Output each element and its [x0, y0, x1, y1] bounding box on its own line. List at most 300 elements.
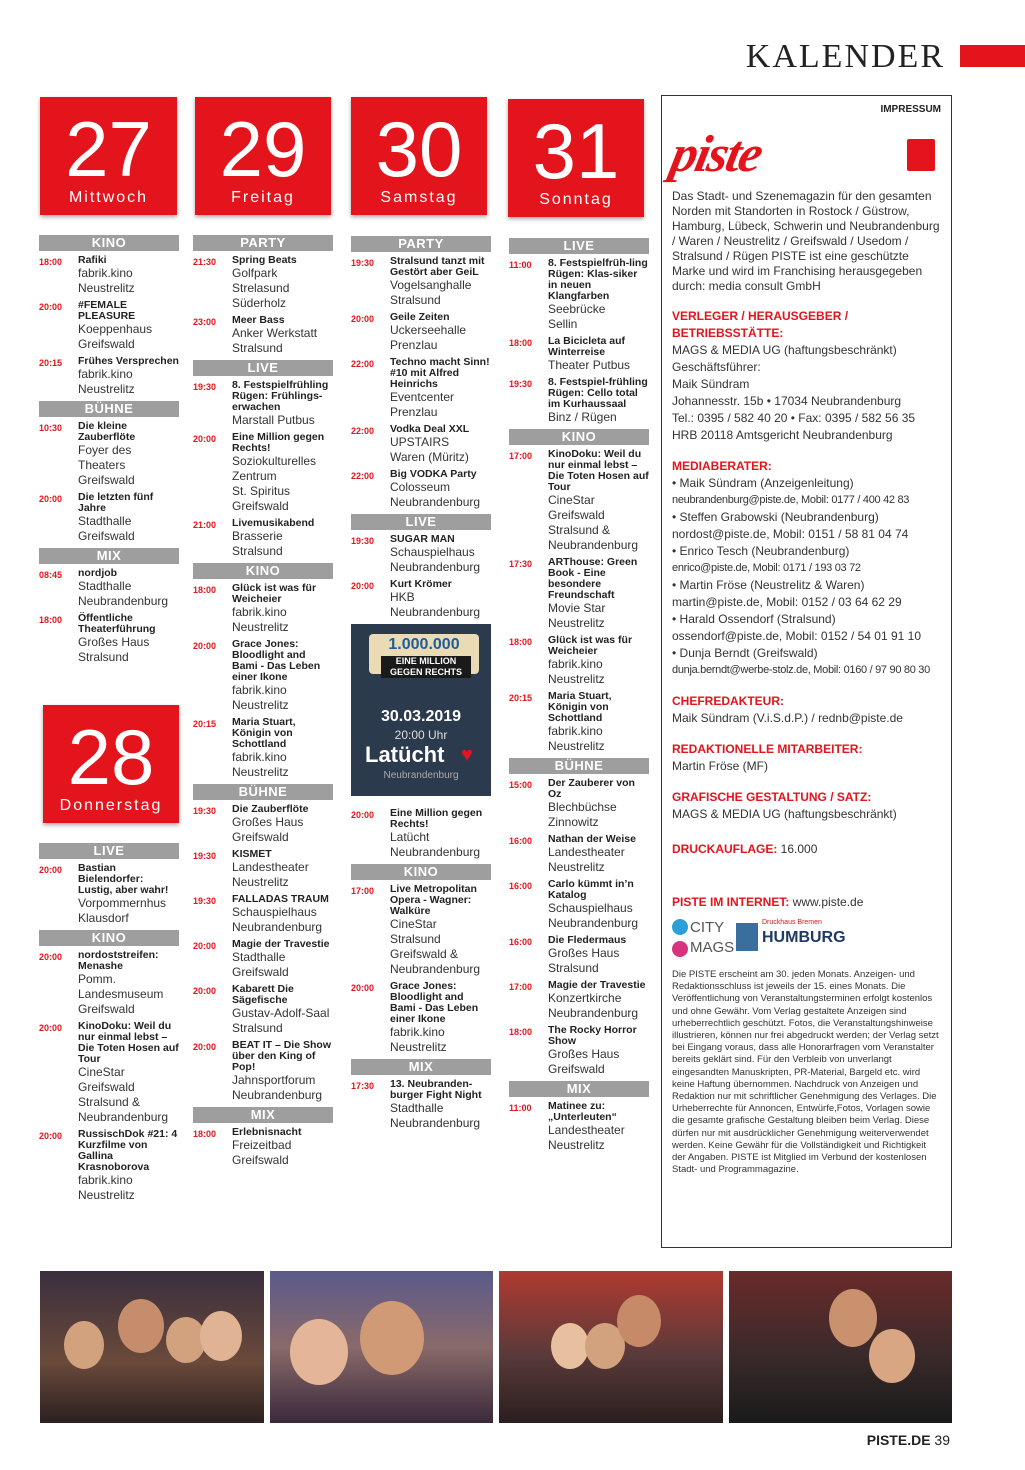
event-time: 20:00 [351, 810, 375, 820]
event [509, 778, 649, 830]
section-header: KINO [39, 235, 179, 251]
face [360, 1301, 424, 1375]
contact-line: neubrandenburg@piste.de, Mobil: 0177 / 400 42 83 [672, 494, 910, 506]
event-title: Glück ist was für Weicheier [232, 582, 317, 605]
event [193, 717, 333, 780]
event [509, 258, 649, 332]
humburg-subtitle: Druckhaus Bremen [762, 919, 822, 926]
event-city: Greifswald [232, 1153, 289, 1167]
event [509, 980, 649, 1021]
section-header: LIVE [193, 360, 333, 376]
event-time: 11:00 [509, 1103, 532, 1113]
event [39, 300, 179, 352]
event-city: Stralsund [390, 293, 441, 307]
event-title: nordoststreifen: Menashe [78, 949, 159, 972]
event-city: Neustrelitz [78, 1188, 135, 1202]
party-photo [270, 1271, 494, 1423]
event-time: 20:00 [39, 494, 63, 504]
event-title: Stralsund tanzt mit Gestört aber GeiL [390, 255, 485, 278]
event-city: Süderholz [232, 296, 287, 310]
event [351, 469, 491, 510]
piste-logo-text: piste [666, 126, 767, 183]
event [193, 939, 333, 980]
event-time: 20:00 [193, 986, 217, 996]
event-time: 20:00 [351, 983, 375, 993]
event-venue: Pomm. [78, 972, 117, 986]
event-city: Neubrandenburg [390, 1116, 481, 1130]
event-time: 17:00 [351, 886, 375, 896]
event-city: Stralsund [548, 961, 599, 975]
event-city: Greifswald [232, 965, 289, 979]
column-31 [509, 236, 649, 1157]
event-title: Maria Stuart, Königin von Schottland [232, 716, 296, 750]
event-title: Techno macht Sinn! #10 mit Alfred Heinrichs [390, 356, 490, 390]
event-city: Neustrelitz [548, 672, 605, 686]
event-venue: Großes Haus [232, 815, 304, 829]
event-title: Carlo kümmt in’n Katalog [548, 878, 634, 901]
event-venue: Stadthalle [390, 1101, 444, 1115]
section-header: BÜHNE [39, 401, 179, 417]
internet [672, 894, 941, 911]
event-venue: fabrik.kino [232, 683, 287, 697]
event-venue: Soziokulturelles [232, 454, 317, 468]
section-header: KINO [351, 864, 491, 880]
section-header: PARTY [193, 235, 333, 251]
event-time: 17:00 [509, 451, 533, 461]
event-venue: Eventcenter [390, 390, 455, 404]
section-header: LIVE [39, 843, 179, 859]
date-box-29 [195, 97, 331, 215]
event-city: Neubrandenburg [390, 560, 481, 574]
face [118, 1299, 164, 1353]
event-time: 20:00 [39, 952, 63, 962]
event-title: KISMET [232, 848, 272, 860]
event-city: Greifswald [78, 473, 135, 487]
event-venue: Großes Haus [548, 1047, 620, 1061]
event-venue: Stadthalle [78, 514, 132, 528]
event-time: 19:30 [351, 258, 375, 268]
event-venue: Schauspielhaus [232, 905, 317, 919]
circle-icon [672, 941, 688, 957]
event-venue: Vogelsanghalle [390, 278, 472, 292]
event [39, 1021, 179, 1125]
event-time: 20:00 [39, 302, 63, 312]
face [551, 1323, 589, 1369]
event-title: KinoDoku: Weil du nur einmal lebst – Die Toten Hosen auf Tour [78, 1020, 179, 1065]
poster-city: Neubrandenburg [383, 770, 459, 781]
contact-line: • Steffen Grabowski (Neubrandenburg) [672, 510, 879, 524]
humburg-logo [736, 917, 846, 961]
event [509, 557, 649, 631]
date-weekday: Mittwoch [68, 189, 149, 206]
page-number: 39 [934, 1432, 950, 1448]
event-venue: Anker Werkstatt [232, 326, 318, 340]
event [193, 583, 333, 635]
event-city: Greifswald [78, 529, 135, 543]
date-box-27 [40, 97, 177, 215]
event-venue: Koeppenhaus [78, 322, 153, 336]
event-city: Sellin [548, 317, 578, 331]
event-time: 23:00 [193, 317, 217, 327]
event [193, 518, 333, 559]
event-venue: fabrik.kino [78, 266, 133, 280]
face [829, 1289, 877, 1347]
event-title: SUGAR MAN [390, 533, 455, 545]
partner-logos [672, 917, 941, 961]
event-venue: Seebrücke [548, 302, 606, 316]
event-time: 18:00 [39, 257, 63, 267]
event-time: 19:30 [509, 379, 533, 389]
event-venue: fabrik.kino [548, 724, 603, 738]
section-header: MIX [193, 1107, 333, 1123]
face [200, 1311, 242, 1361]
event-venue: Landestheater [232, 860, 309, 874]
event-city: Neubrandenburg [390, 495, 481, 509]
event [351, 808, 491, 860]
event-city: Neubrandenburg [390, 845, 481, 859]
event-title: RussischDok #21: 4 Kurzfilme von Gallina Krasnoborova [78, 1128, 178, 1173]
event [351, 1079, 491, 1131]
event-title: 13. Neubranden-burger Fight Night [390, 1078, 482, 1101]
event [193, 315, 333, 356]
event-venue: Konzertkirche [548, 991, 622, 1005]
event-city: Neubrandenburg [78, 1110, 169, 1124]
event-city: Neubrandenburg [232, 920, 323, 934]
event [509, 377, 649, 425]
mitarbeiter-line: Martin Fröse (MF) [672, 759, 768, 773]
poster-time: 20:00 Uhr [394, 728, 448, 742]
event-venue: Blechbüchse [548, 800, 617, 814]
event-city: Greifswald [78, 1080, 135, 1094]
druckauflage-value: 16.000 [780, 842, 818, 856]
section-header: KINO [509, 429, 649, 445]
event [509, 449, 649, 553]
event-title: Die Zauberflöte [232, 803, 309, 815]
city-mags-logo [672, 917, 735, 961]
event-title: 8. Festspielfrüh-ling Rügen: Klas-siker in neuen Klangfarben [548, 257, 648, 302]
event-title: Die letzten fünf Jahre [78, 491, 154, 514]
chefredakteur-heading: CHEFREDAKTEUR: [672, 694, 784, 708]
date-weekday: Sonntag [539, 191, 613, 208]
event-venue: Foyer des Theaters [78, 443, 132, 472]
internet-link[interactable]: www.piste.de [792, 895, 864, 909]
section-header: MIX [39, 548, 179, 564]
date-number: 29 [219, 105, 307, 193]
contact-line: martin@piste.de, Mobil: 0152 / 03 64 62 29 [672, 595, 902, 609]
poster-banner: EINE MILLION GEGEN RECHTS [381, 656, 471, 678]
section-header: MIX [351, 1059, 491, 1075]
event [193, 639, 333, 713]
event-title: Vodka Deal XXL [390, 423, 470, 435]
contact-line: • Harald Ossendorf (Stralsund) [672, 612, 836, 626]
event-title: The Rocky Horror Show [548, 1024, 637, 1047]
event-venue: fabrik.kino [78, 367, 133, 381]
event-city: Neustrelitz [548, 1138, 605, 1152]
event-venue: St. Spiritus [232, 484, 291, 498]
event-time: 19:30 [193, 851, 217, 861]
impressum-box [661, 95, 952, 1248]
event-time: 20:00 [39, 865, 63, 875]
event-time: 16:00 [509, 937, 533, 947]
event-time: 15:00 [509, 780, 533, 790]
event-title: Livemusikabend [232, 517, 315, 529]
event-title: Magie der Travestie [548, 979, 646, 991]
event-venue: Gustav-Adolf-Saal [232, 1006, 330, 1020]
event-city: Greifswald [232, 499, 289, 513]
event [39, 950, 179, 1017]
date-number: 28 [67, 713, 155, 801]
event-time: 19:30 [193, 806, 217, 816]
event-title: Bastian Bielendorfer: Lustig, aber wahr! [78, 862, 169, 896]
event-time: 19:30 [193, 896, 217, 906]
event-venue: Binz / Rügen [548, 410, 617, 424]
event [193, 849, 333, 890]
event-city: Stralsund & [78, 1095, 141, 1109]
footer-site: PISTE.DE [866, 1432, 931, 1448]
event-time: 17:00 [509, 982, 533, 992]
event-venue: Theater Putbus [548, 358, 631, 372]
publisher-line: Geschäftsführer: [672, 360, 761, 374]
event [39, 613, 179, 665]
publisher-line: HRB 20118 Amtsgericht Neubrandenburg [672, 428, 893, 442]
event-time: 18:00 [509, 1027, 533, 1037]
event-time: 21:00 [193, 520, 217, 530]
event-title: ARThouse: Green Book - Eine besondere Freundschaft [548, 556, 638, 601]
event-city: Neustrelitz [232, 698, 289, 712]
event-time: 20:15 [509, 693, 533, 703]
druckauflage-label: DRUCKAUFLAGE: [672, 842, 778, 856]
event-title: Spring Beats [232, 254, 297, 266]
event [193, 1040, 333, 1103]
contact-line: enrico@piste.de, Mobil: 0171 / 193 03 72 [672, 562, 861, 574]
event-venue: fabrik.kino [78, 1173, 133, 1187]
event-venue: CineStar [78, 1065, 125, 1079]
dancer-icon [907, 139, 935, 171]
event-venue: Landesmuseum [78, 987, 164, 1001]
event [351, 424, 491, 465]
event [509, 1101, 649, 1153]
legal-text: Die PISTE erscheint am 30. jeden Monats. Anzeigen- und Redaktionsschluss ist jeweils der 15. eines Monats. Die Veröffentlichung von Veranstaltungsterminen erfolgt kostenlos und ohne Gewähr. Vom Verlag gestaltete Anzeigen sind urheberrechtlich geschützt. Fotos, die Veranstaltungshinweise illustrieren, können nur frei abgedruckt werden; der Verlag setzt bei Eingang voraus, dass alle Honorarfragen vom Veranstalter bereits geklärt sind. Für den Verbleib von unverlangt eingesandten Manuskripten, PR-Material, Bargeld etc. wird keine Haftung übernommen. Nachdruck von Anzeigen und Redaktion nur mit schriftlicher Genehmigung des Verlages. Die Urheberrechte für Annoncen, Entwürfe,Fotos, Vorlagen sowie die gesamte grafische Gestaltung bleiben beim Verlag. Diese dürfen nur mit ausdrücklicher Genehmigung weiterverwendet werden. Keine Gewähr für die Vollständigkeit und Richtigkeit der Angaben. PISTE ist Mitglied im Verbund der kostenlosen Stadt- und Programmagazine. [672, 969, 939, 1176]
event-venue: Großes Haus [548, 946, 620, 960]
event [351, 534, 491, 575]
event [509, 1025, 649, 1077]
date-weekday: Donnerstag [59, 797, 163, 814]
event-time: 20:00 [193, 941, 217, 951]
event-venue: Golfpark [232, 266, 278, 280]
column-27 [39, 233, 179, 669]
publisher-line: MAGS & MEDIA UG (haftungsbeschränkt) [672, 343, 897, 357]
event-city: Prenzlau [390, 338, 438, 352]
poster-date: 30.03.2019 [380, 708, 462, 725]
event [509, 834, 649, 875]
event [193, 380, 333, 428]
event-title: Nathan der Weise [548, 833, 636, 845]
party-photo [40, 1271, 264, 1423]
mitarbeiter-heading: REDAKTIONELLE MITARBEITER: [672, 742, 863, 756]
event-time: 20:00 [193, 1042, 217, 1052]
event-venue: Freizeitbad [232, 1138, 292, 1152]
event [193, 894, 333, 935]
event-title: Grace Jones: Bloodlight and Bami - Das Leben einer Ikone [232, 638, 321, 683]
event-time: 11:00 [509, 260, 532, 270]
event-city: Neustrelitz [78, 382, 135, 396]
event-venue: Colosseum [390, 480, 451, 494]
header-accent-bar [960, 45, 1025, 67]
event-city: Neustrelitz [548, 860, 605, 874]
event-venue: CineStar [390, 917, 437, 931]
face [64, 1321, 104, 1369]
druckauflage [672, 841, 941, 858]
section-header: PARTY [351, 236, 491, 252]
event-city: Greifswald [548, 508, 605, 522]
event-venue: HKB [390, 590, 415, 604]
event-time: 20:00 [351, 314, 375, 324]
event-time: 21:30 [193, 257, 217, 267]
poster-venue: Latücht [365, 742, 445, 767]
page-footer [867, 1432, 950, 1448]
party-photo [729, 1271, 953, 1423]
event-title: KinoDoku: Weil du nur einmal lebst – Die Toten Hosen auf Tour [548, 448, 649, 493]
event-title: Maria Stuart, Königin von Schottland [548, 690, 612, 724]
event-venue: fabrik.kino [548, 657, 603, 671]
event-title: Big VODKA Party [390, 468, 477, 480]
event-title: #FEMALE PLEASURE [78, 299, 136, 322]
event [351, 256, 491, 308]
event-time: 20:00 [193, 434, 217, 444]
event-city: Neubrandenburg [390, 605, 481, 619]
event-venue: Strelasund [232, 281, 290, 295]
event-city: Neustrelitz [548, 616, 605, 630]
event-city: Stralsund & [548, 523, 611, 537]
publisher-heading: VERLEGER / HERAUSGEBER / BETRIEBSSTÄTTE: [672, 309, 849, 340]
mags-text: MAGS [690, 939, 735, 956]
event-title: Rafiki [78, 254, 107, 266]
event-title: Erlebnisnacht [232, 1126, 302, 1138]
internet-label: PISTE IM INTERNET: [672, 895, 790, 909]
impressum-label: IMPRESSUM [880, 104, 941, 115]
event-time: 22:00 [351, 426, 375, 436]
event [351, 884, 491, 977]
column-30 [351, 234, 491, 1135]
impressum-intro: Das Stadt- und Szenemagazin für den gesamten Norden mit Standorten in Rostock / Güstrow, Hamburg, Lübeck, Schwerin und Neubrandenburg / Waren / Neustrelitz / Greifswald / Usedom / Stralsund / Rügen PISTE ist eine geschützte Marke und wird im Franchising herausgegeben durch: media consult GmbH [672, 189, 940, 293]
heart-icon: ♥ [461, 744, 473, 766]
section-header: MIX [509, 1081, 649, 1097]
event-city: Neubrandenburg [232, 1088, 323, 1102]
event [193, 255, 333, 311]
piste-logo [666, 126, 941, 185]
event-title: Matinee zu: „Unterleuten“ [548, 1100, 617, 1123]
event-title: Geile Zeiten [390, 311, 450, 323]
event-city: Stralsund [232, 341, 283, 355]
event-title: BEAT IT – Die Show über den King of Pop! [232, 1039, 331, 1073]
contact-line: • Enrico Tesch (Neubrandenburg) [672, 544, 850, 558]
event-city: Neustrelitz [232, 875, 289, 889]
date-weekday: Samstag [380, 189, 458, 206]
event-venue: Zentrum [232, 469, 277, 483]
event-city: Neubrandenburg [548, 538, 639, 552]
date-number: 30 [375, 105, 463, 193]
poster-counter: 1.000.000 [369, 634, 479, 674]
event-time: 16:00 [509, 881, 533, 891]
section-header: KINO [39, 930, 179, 946]
date-box-28 [43, 705, 179, 823]
event-title: nordjob [78, 567, 118, 579]
event [351, 312, 491, 353]
event-city: Neubrandenburg [390, 962, 481, 976]
page-title: KALENDER [745, 38, 945, 75]
date-weekday: Freitag [231, 189, 295, 206]
event-time: 08:45 [39, 570, 63, 580]
event-time: 19:30 [193, 382, 217, 392]
event-city: Neustrelitz [390, 1040, 447, 1054]
event-city: Neustrelitz [78, 281, 135, 295]
event-city: Neustrelitz [232, 620, 289, 634]
face [617, 1295, 661, 1347]
contact-line: dunja.berndt@werbe-stolz.de, Mobil: 0160 / 97 90 80 30 [672, 664, 930, 676]
event-time: 20:00 [39, 1131, 63, 1141]
gestaltung-line: MAGS & MEDIA UG (haftungsbeschränkt) [672, 807, 897, 821]
event [39, 356, 179, 397]
event-venue: fabrik.kino [232, 750, 287, 764]
publisher-line: Tel.: 0395 / 582 40 20 • Fax: 0395 / 582 56 35 [672, 411, 916, 425]
date-box-31 [508, 99, 644, 217]
event-city: Neubrandenburg [548, 1006, 639, 1020]
publisher-line: Maik Sündram [672, 377, 750, 391]
circle-icon [672, 919, 688, 935]
event-time: 18:00 [39, 615, 63, 625]
event-venue: Landestheater [548, 1123, 625, 1137]
event-time: 18:00 [509, 338, 533, 348]
event [509, 879, 649, 931]
event-city: Waren (Müritz) [390, 450, 469, 464]
event [193, 1127, 333, 1168]
section-header: BÜHNE [193, 784, 333, 800]
event-time: 10:30 [39, 423, 63, 433]
event [351, 357, 491, 420]
event-title: Glück ist was für Weicheier [548, 634, 633, 657]
mediaberater-heading: MEDIABERATER: [672, 459, 772, 473]
date-number: 31 [532, 107, 620, 195]
section-header: LIVE [351, 514, 491, 530]
event-time: 19:30 [351, 536, 375, 546]
building-icon [736, 923, 758, 951]
event-city: Zinnowitz [548, 815, 599, 829]
event-city: Greifswald [78, 1002, 135, 1016]
section-header: LIVE [509, 238, 649, 254]
event-city: Neubrandenburg [78, 594, 169, 608]
event [193, 984, 333, 1036]
event-time: 22:00 [351, 359, 375, 369]
event-time: 18:00 [509, 637, 533, 647]
event-time: 20:15 [193, 719, 217, 729]
section-header: KINO [193, 563, 333, 579]
event [39, 863, 179, 926]
face [869, 1329, 915, 1383]
event [509, 691, 649, 754]
event-venue: Vorpommernhus [78, 896, 167, 910]
city-text: CITY [690, 919, 725, 936]
event-title: Magie der Travestie [232, 938, 330, 950]
event-venue: Großes Haus [78, 635, 150, 649]
event-time: 20:15 [39, 358, 63, 368]
event-venue: UPSTAIRS [390, 435, 450, 449]
event-city: Prenzlau [390, 405, 438, 419]
event-city: Greifswald [232, 830, 289, 844]
event-title: Grace Jones: Bloodlight and Bami - Das Leben einer Ikone [390, 980, 479, 1025]
event [509, 635, 649, 687]
contact-line: ossendorf@piste.de, Mobil: 0152 / 54 01 91 10 [672, 629, 922, 643]
event-title: 8. Festspiel-frühling Rügen: Cello total im Kurhaussaal [548, 376, 648, 410]
